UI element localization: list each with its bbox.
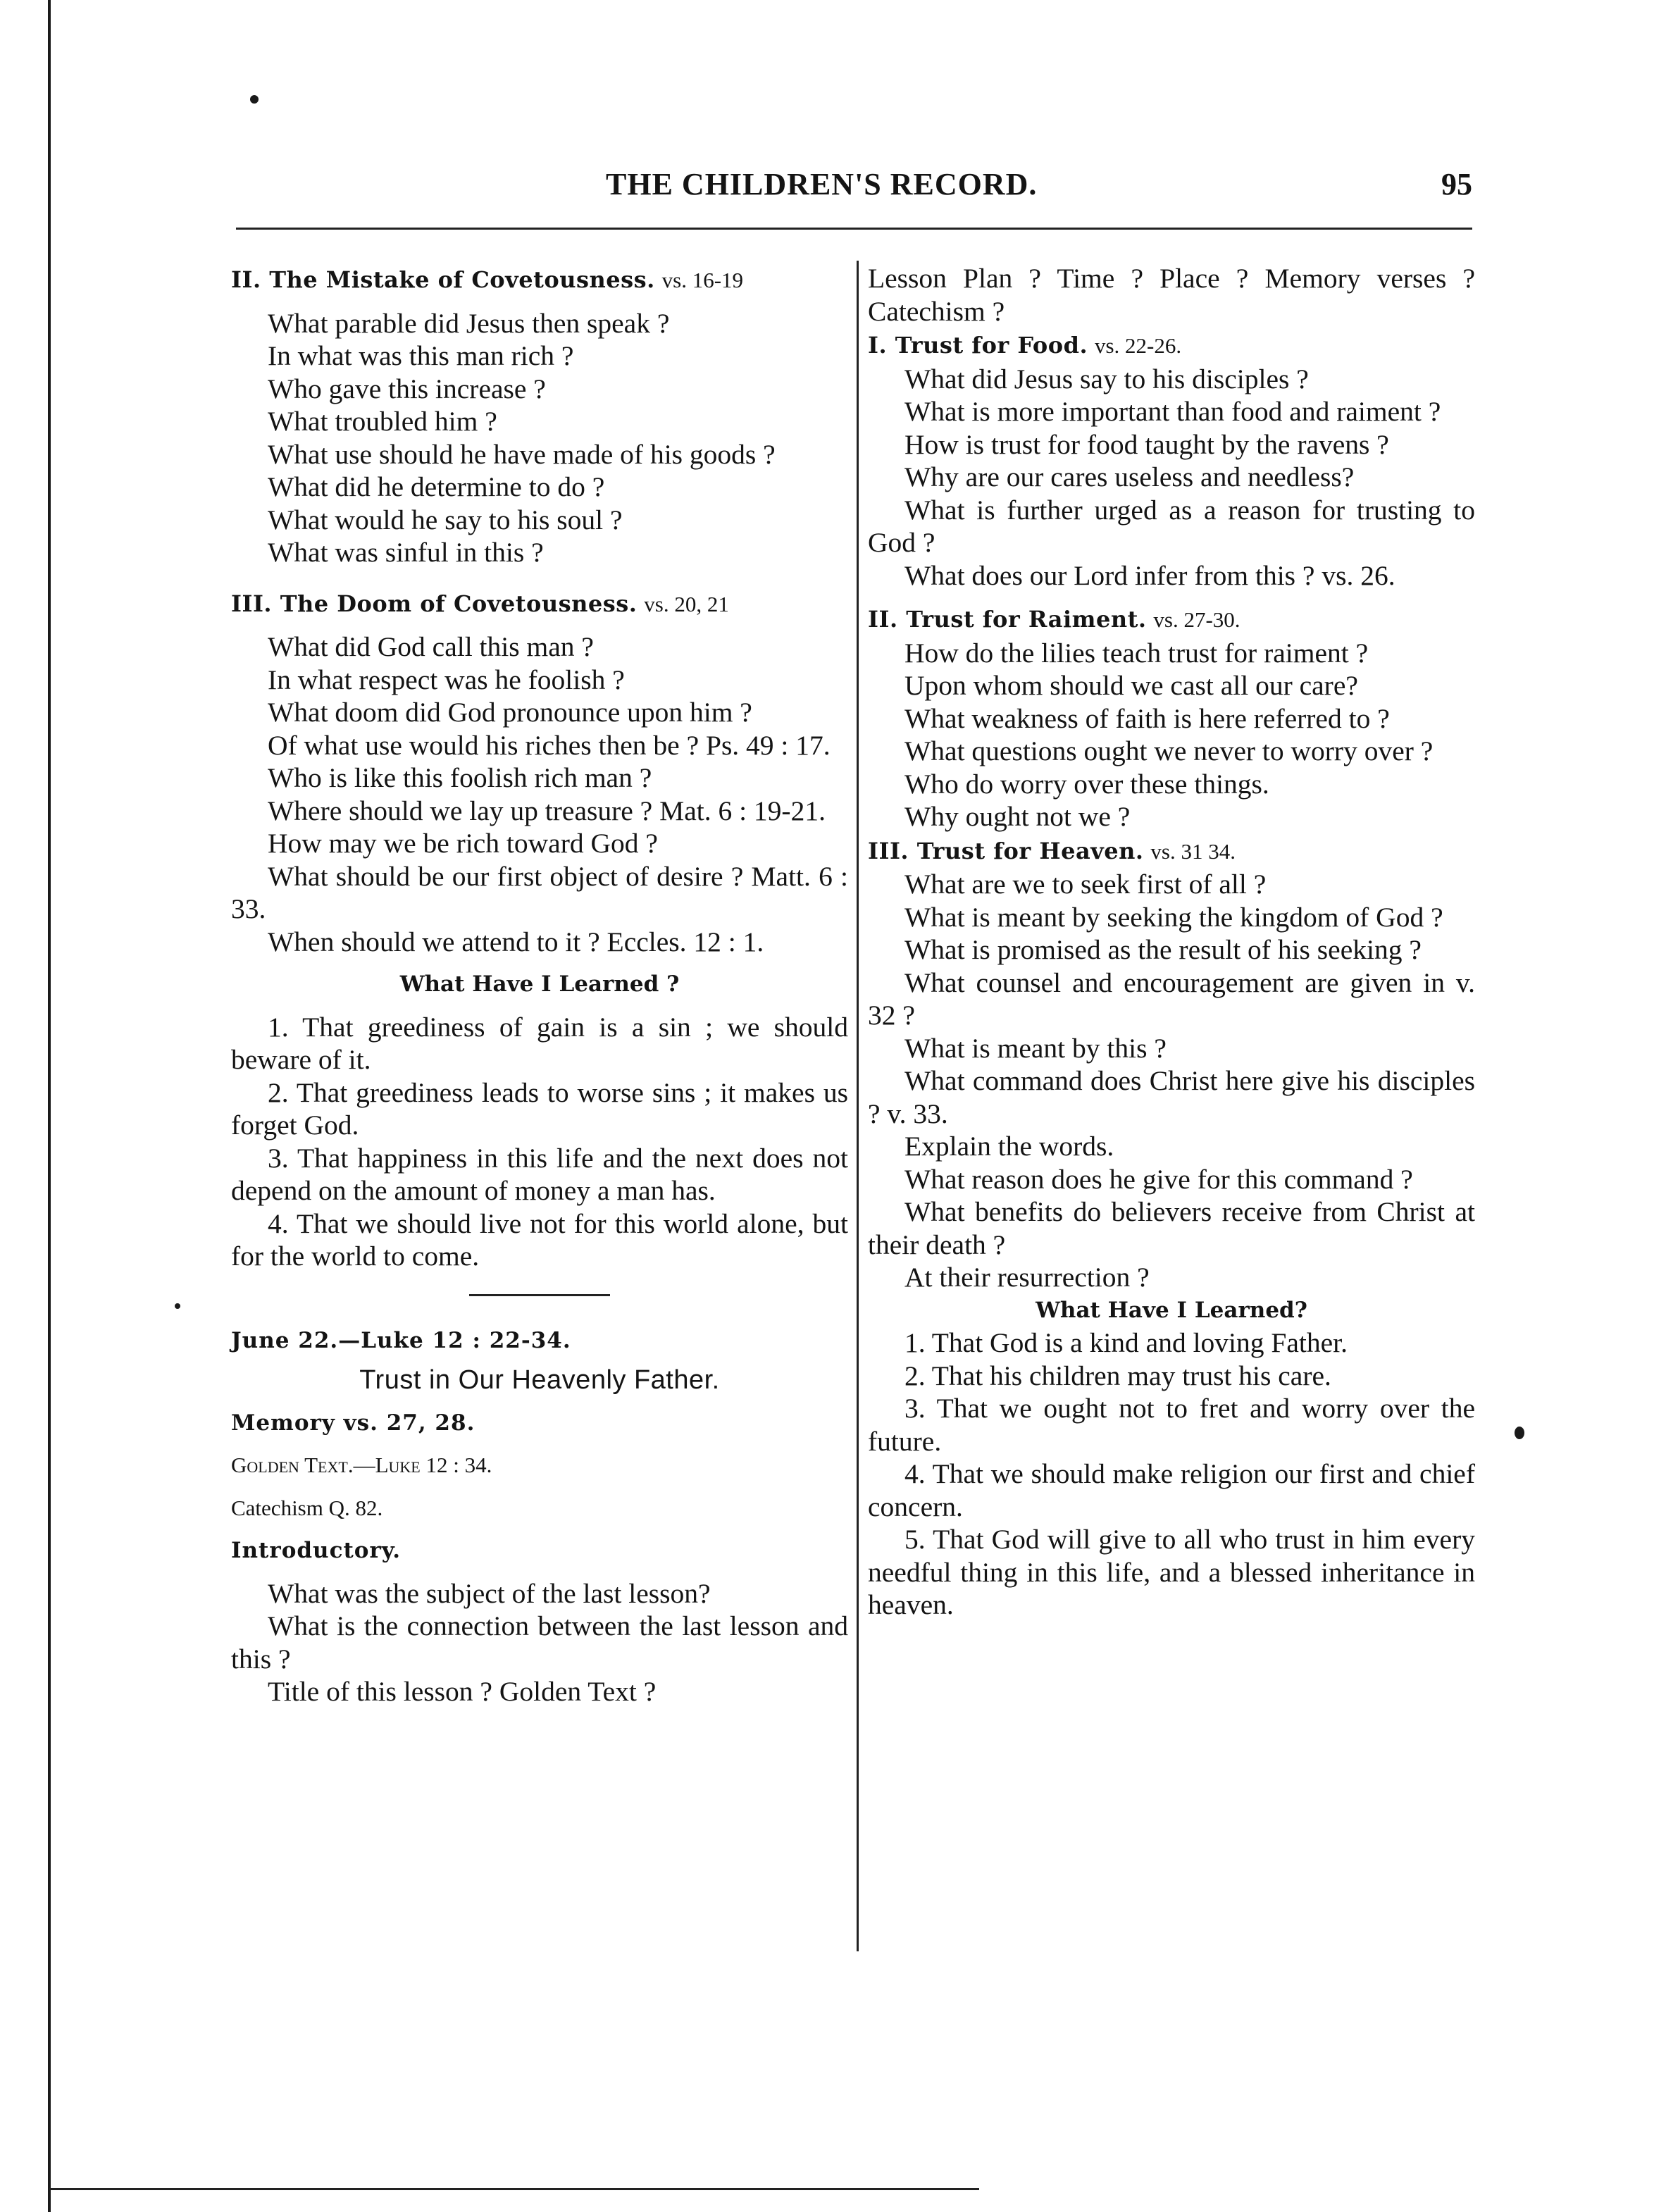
question: Why ought not we ? — [904, 801, 1131, 832]
question: Of what use would his riches then be ? Ps. 49 : 17. — [268, 729, 831, 761]
question: Who is like this foolish rich man ? — [268, 762, 652, 793]
learned-item: 1. That greediness of gain is a sin ; we should beware of it. — [231, 1011, 848, 1075]
question: What is meant by this ? — [904, 1032, 1167, 1064]
question: What command does Christ here give his disciples ? v. 33. — [868, 1065, 1475, 1129]
question: In what was this man rich ? — [268, 340, 574, 371]
learned-item: 3. That we ought not to fret and worry over the future. — [868, 1393, 1475, 1457]
lesson-title: Trust in Our Heavenly Father. — [359, 1365, 720, 1395]
question: Explain the words. — [904, 1131, 1114, 1162]
page-number: 95 — [1441, 167, 1472, 201]
learned-item: 2. That his children may trust his care. — [904, 1360, 1331, 1391]
column-divider — [857, 261, 859, 1951]
section-heading: I. Trust for Food. vs. 22-26. — [868, 332, 1182, 359]
question: What did God call this man ? — [268, 631, 594, 662]
learned-item: 2. That greediness leads to worse sins ; it makes us forget God. — [231, 1076, 848, 1141]
question: Who do worry over these things. — [904, 768, 1269, 800]
section-heading: III. The Doom of Covetousness. vs. 20, 21 — [231, 590, 729, 617]
learned-item: 4. That we should make religion our first and chief concern. — [868, 1458, 1475, 1522]
question: What questions ought we never to worry over ? — [904, 735, 1434, 766]
question: What reason does he give for this command ? — [904, 1163, 1413, 1195]
learned-item: 3. That happiness in this life and the next does not depend on the amount of money a man has. — [231, 1142, 848, 1206]
catechism: Catechism Q. 82. — [231, 1495, 383, 1520]
question: What are we to seek first of all ? — [904, 869, 1267, 900]
question: What did he determine to do ? — [268, 471, 605, 502]
question: What weakness of faith is here referred to ? — [904, 702, 1390, 734]
section-heading: II. The Mistake of Covetousness. vs. 16-19 — [231, 266, 744, 293]
question: What doom did God pronounce upon him ? — [268, 697, 752, 728]
question: What did Jesus say to his disciples ? — [904, 363, 1309, 394]
question: What use should he have made of his goods ? — [268, 438, 776, 470]
learned-item: 4. That we should live not for this world alone, but for the world to come. — [231, 1207, 848, 1272]
question: What should be our first object of desire ? Matt. 6 : 33. — [231, 860, 848, 924]
ink-speck — [1515, 1427, 1524, 1439]
question: Lesson Plan ? Time ? Place ? Memory verses ? Catechism ? — [868, 263, 1475, 327]
learned-item: 5. That God will give to all who trust in him every needful thing in this life, and a blessed inheritance in heaven. — [868, 1524, 1475, 1620]
question: What is more important than food and raiment ? — [904, 396, 1441, 427]
left-column — [231, 262, 848, 1708]
question: What does our Lord infer from this ? vs. 26. — [904, 559, 1395, 591]
question: How do the lilies teach trust for raiment ? — [904, 637, 1369, 669]
question: At their resurrection ? — [904, 1262, 1150, 1293]
learned-heading: What Have I Learned ? — [399, 971, 680, 997]
question: Who gave this increase ? — [268, 373, 546, 404]
question: What would he say to his soul ? — [268, 504, 623, 535]
learned-heading: What Have I Learned? — [1036, 1297, 1307, 1323]
question: What was the subject of the last lesson? — [268, 1577, 711, 1609]
header-rule — [236, 228, 1472, 230]
question: How is trust for food taught by the ravens ? — [904, 428, 1389, 460]
learned-item: 1. That God is a kind and loving Father. — [904, 1327, 1348, 1358]
section-heading: II. Trust for Raiment. vs. 27-30. — [868, 606, 1240, 633]
question: Upon whom should we cast all our care? — [904, 670, 1358, 701]
lesson-date-reference: June 22.—Luke 12 : 22-34. — [231, 1327, 571, 1353]
memory-verses: Memory vs. 27, 28. — [231, 1410, 475, 1436]
journal-title: THE CHILDREN'S RECORD. — [606, 167, 1038, 201]
question: What was sinful in this ? — [268, 537, 544, 568]
question: What is further urged as a reason for trusting to God ? — [868, 494, 1475, 558]
question: What is promised as the result of his seeking ? — [904, 934, 1422, 965]
question: What counsel and encouragement are given in v. 32 ? — [868, 967, 1475, 1031]
question: What is the connection between the last lesson and this ? — [231, 1610, 848, 1674]
question: In what respect was he foolish ? — [268, 664, 625, 695]
question: How may we be rich toward God ? — [268, 828, 658, 859]
question: What is meant by seeking the kingdom of God ? — [904, 901, 1443, 933]
question: Why are our cares useless and needless? — [904, 461, 1355, 492]
question: What benefits do believers receive from Christ at their death ? — [868, 1196, 1475, 1260]
right-column — [868, 262, 1475, 1622]
ink-speck — [175, 1303, 180, 1309]
ink-speck — [250, 95, 259, 104]
question: What troubled him ? — [268, 406, 497, 437]
question: What parable did Jesus then speak ? — [268, 307, 670, 339]
introductory-heading: Introductory. — [231, 1538, 402, 1563]
section-divider — [469, 1294, 610, 1296]
bottom-rule — [49, 2188, 979, 2190]
question: When should we attend to it ? Eccles. 12 : 1. — [268, 926, 764, 957]
question: Title of this lesson ? Golden Text ? — [268, 1676, 657, 1707]
section-heading: III. Trust for Heaven. vs. 31 34. — [868, 837, 1236, 864]
question: Where should we lay up treasure ? Mat. 6 : 19-21. — [268, 795, 826, 826]
page-edge-line — [48, 0, 51, 2212]
golden-text: Golden Text.—Luke 12 : 34. — [231, 1453, 492, 1477]
running-header — [232, 166, 1472, 209]
